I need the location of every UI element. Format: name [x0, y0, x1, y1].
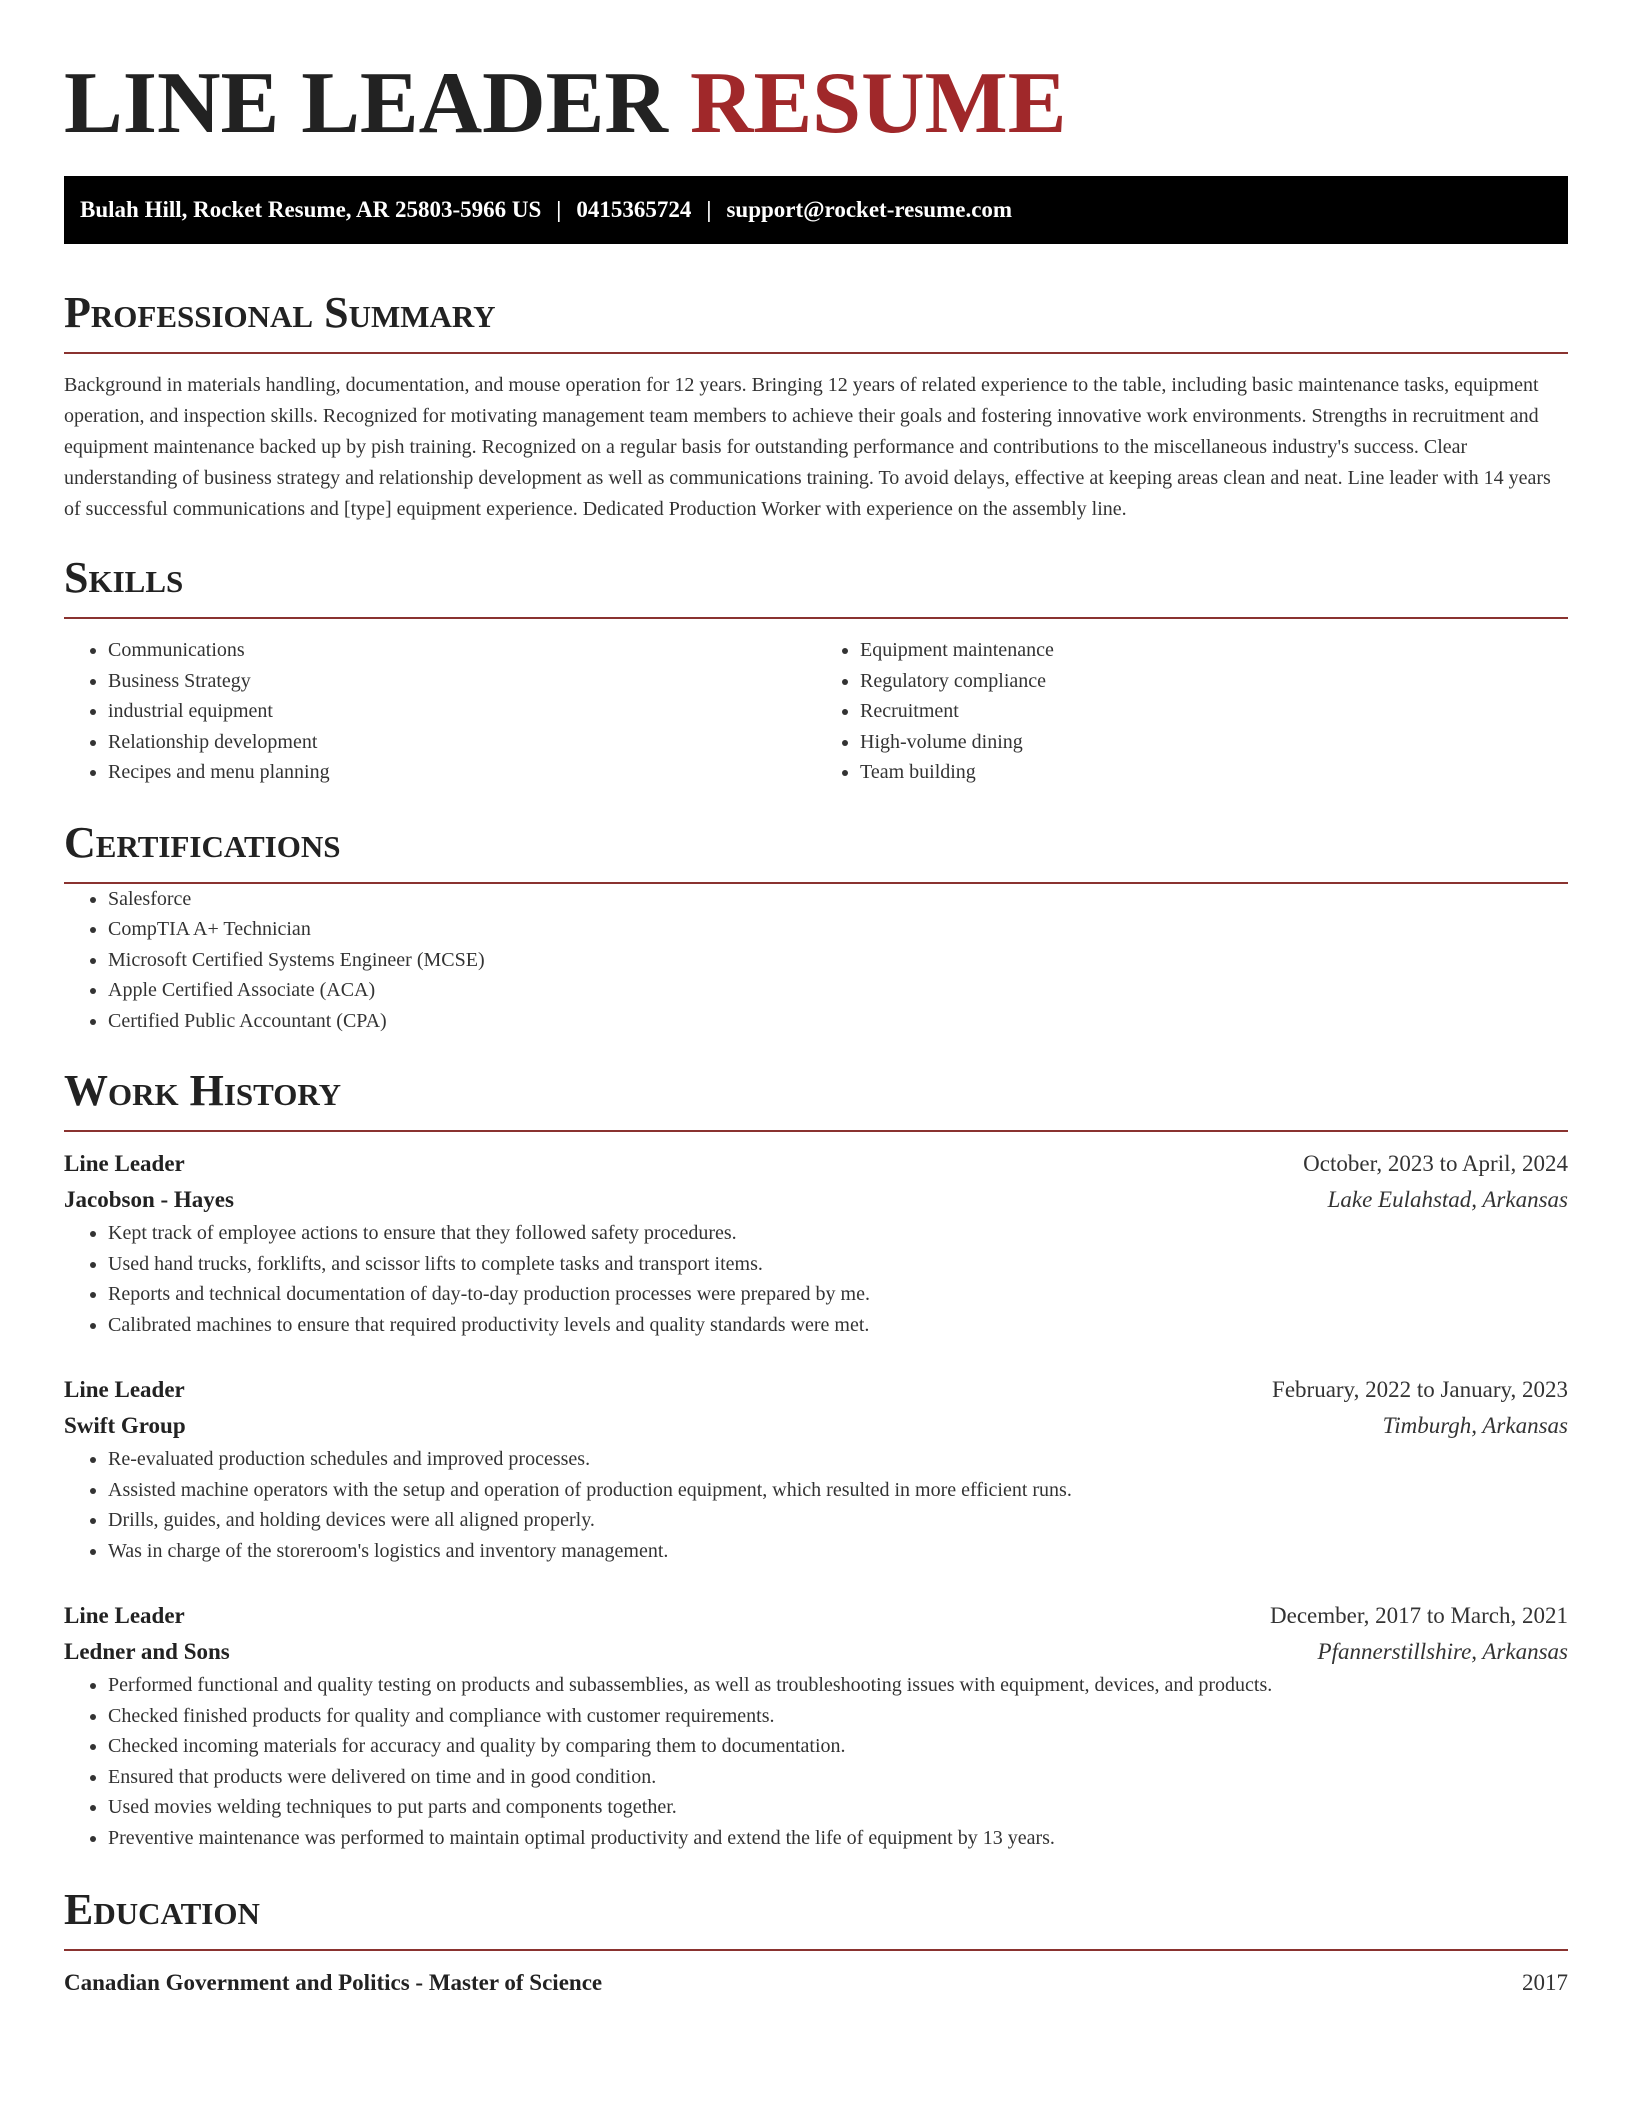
job-bullet: • Performed functional and quality testing on products and subassemblies, as well as troubleshooting issues with equipment, devices, and products.	[108, 1670, 1568, 1701]
job-company-row	[64, 1182, 1568, 1218]
job-company: Ledner and Sons	[64, 1639, 230, 1664]
job-bullet: • Assisted machine operators with the setup and operation of production equipment, which resulted in more efficient runs.	[108, 1475, 1568, 1506]
job-header-row	[64, 1372, 1568, 1408]
job-bullet: • Checked finished products for quality and compliance with customer requirements.	[108, 1701, 1568, 1732]
contact-separator: |	[706, 197, 712, 222]
job-title: Line Leader	[64, 1377, 185, 1402]
contact-bar	[64, 176, 1568, 244]
skills-list-left	[64, 635, 816, 788]
job-bullet: • Ensured that products were delivered on time and in good condition.	[108, 1762, 1568, 1793]
skills-heading: Skills	[64, 553, 1568, 619]
job-title: Line Leader	[64, 1603, 185, 1628]
skill-item: • industrial equipment	[108, 696, 816, 727]
job-dates: October, 2023 to April, 2024	[1303, 1151, 1568, 1176]
title-accent: RESUME	[689, 55, 1067, 152]
certification-item: • Microsoft Certified Systems Engineer (MCSE)	[108, 945, 1568, 976]
job-bullet: • Was in charge of the storeroom's logistics and inventory management.	[108, 1536, 1568, 1567]
job-bullets	[64, 1218, 1568, 1340]
job-entry	[64, 1372, 1568, 1566]
contact-address: Bulah Hill, Rocket Resume, AR 25803-5966 US	[80, 197, 542, 222]
certifications-list	[64, 884, 1568, 1037]
skill-item: • Recipes and menu planning	[108, 757, 816, 788]
job-bullet: • Used movies welding techniques to put parts and components together.	[108, 1792, 1568, 1823]
skill-item: • Communications	[108, 635, 816, 666]
education-heading: Education	[64, 1885, 1568, 1951]
job-title: Line Leader	[64, 1151, 185, 1176]
skills-list-right	[816, 635, 1568, 788]
skill-item: • Regulatory compliance	[860, 666, 1568, 697]
skills-column-left	[64, 635, 816, 788]
job-bullets	[64, 1444, 1568, 1566]
job-dates: December, 2017 to March, 2021	[1270, 1603, 1568, 1628]
job-bullet: • Re-evaluated production schedules and improved processes.	[108, 1444, 1568, 1475]
certification-item: • Apple Certified Associate (ACA)	[108, 975, 1568, 1006]
job-bullet: • Calibrated machines to ensure that required productivity levels and quality standards were met.	[108, 1310, 1568, 1341]
job-bullets	[64, 1670, 1568, 1853]
resume-title	[64, 0, 1568, 154]
education-row	[64, 1965, 1568, 2001]
job-bullet: • Kept track of employee actions to ensure that they followed safety procedures.	[108, 1218, 1568, 1249]
certification-item: • Salesforce	[108, 884, 1568, 915]
work-history-heading: Work History	[64, 1066, 1568, 1132]
job-dates: February, 2022 to January, 2023	[1272, 1377, 1568, 1402]
certifications-heading: Certifications	[64, 818, 1568, 884]
education-degree: Canadian Government and Politics - Master of Science	[64, 1970, 603, 1995]
job-location: Timburgh, Arkansas	[1382, 1413, 1568, 1438]
job-company: Swift Group	[64, 1413, 186, 1438]
summary-text: Background in materials handling, documentation, and mouse operation for 12 years. Bringing 12 years of related experience to the table, including basic maintenance tasks, equipment operation, and inspection skills. Recognized for motivating management team members to achieve their goals and fostering innovative work environments. Strengths in recruitment and equipment maintenance backed up by pish training. Recognized on a regular basis for outstanding performance and contributions to the miscellaneous industry's success. Clear understanding of business strategy and relationship development as well as communications training. To avoid delays, effective at keeping areas clean and neat. Line leader with 14 years of successful communications and [type] equipment experience. Dedicated Production Worker with experience on the assembly line.	[64, 374, 1551, 520]
contact-separator: |	[556, 197, 562, 222]
skill-item: • Business Strategy	[108, 666, 816, 697]
job-bullet: • Used hand trucks, forklifts, and scissor lifts to complete tasks and transport items.	[108, 1249, 1568, 1280]
certification-item: • Certified Public Accountant (CPA)	[108, 1006, 1568, 1037]
job-entry	[64, 1146, 1568, 1340]
job-header-row	[64, 1598, 1568, 1634]
education-year: 2017	[1522, 1970, 1568, 1995]
contact-email: support@rocket-resume.com	[726, 197, 1013, 222]
job-header-row	[64, 1146, 1568, 1182]
skill-item: • Equipment maintenance	[860, 635, 1568, 666]
skill-item: • Relationship development	[108, 727, 816, 758]
education-entry	[64, 1965, 1568, 2001]
skills-column-right	[816, 635, 1568, 788]
title-main: LINE LEADER	[64, 55, 668, 152]
contact-phone: 0415365724	[576, 197, 692, 222]
skill-item: • Team building	[860, 757, 1568, 788]
job-bullet: • Drills, guides, and holding devices were all aligned properly.	[108, 1505, 1568, 1536]
job-entry	[64, 1598, 1568, 1853]
skill-item: • Recruitment	[860, 696, 1568, 727]
job-location: Lake Eulahstad, Arkansas	[1327, 1187, 1568, 1212]
skills-grid	[64, 635, 1568, 788]
job-bullet: • Checked incoming materials for accuracy and quality by comparing them to documentation.	[108, 1731, 1568, 1762]
job-company-row	[64, 1634, 1568, 1670]
certification-item: • CompTIA A+ Technician	[108, 914, 1568, 945]
summary-heading: Professional Summary	[64, 288, 1568, 354]
job-company-row	[64, 1408, 1568, 1444]
job-bullet: • Preventive maintenance was performed to maintain optimal productivity and extend the life of equipment by 13 years.	[108, 1823, 1568, 1854]
skill-item: • High-volume dining	[860, 727, 1568, 758]
job-location: Pfannerstillshire, Arkansas	[1317, 1639, 1568, 1664]
job-bullet: • Reports and technical documentation of day-to-day production processes were prepared by me.	[108, 1279, 1568, 1310]
job-company: Jacobson - Hayes	[64, 1187, 234, 1212]
